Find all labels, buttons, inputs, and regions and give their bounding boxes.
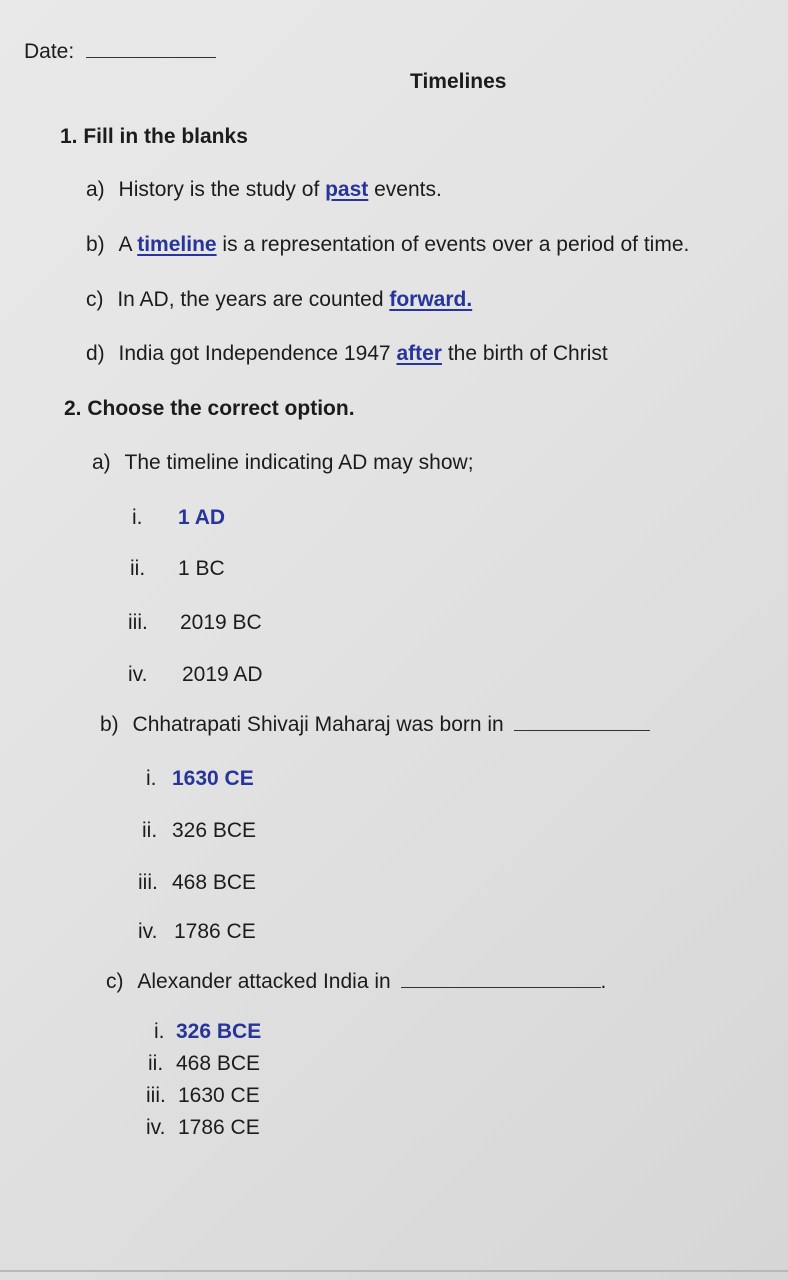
q2a-option-1 [132, 506, 225, 530]
question-text: The timeline indicating AD may show; [124, 451, 474, 474]
option-text-correct: 326 BCE [176, 1020, 262, 1043]
option-text-correct: 1 AD [178, 506, 226, 529]
q1-item-c [86, 288, 472, 312]
filled-answer: after [396, 342, 442, 365]
page-title: Timelines [410, 70, 507, 93]
item-text: India got Independence 1947 [118, 342, 397, 365]
option-text: 1786 CE [178, 1116, 260, 1139]
option-numeral: ii. [148, 1052, 164, 1075]
screen-bottom-edge [0, 1270, 788, 1272]
q1-heading: 1. Fill in the blanks [60, 125, 248, 148]
q2b-option-2 [142, 819, 256, 843]
item-label: c) [86, 288, 104, 311]
option-numeral: i. [154, 1020, 165, 1043]
option-numeral: ii. [130, 557, 146, 580]
item-text: A [118, 233, 138, 256]
option-text: 1786 CE [174, 920, 256, 943]
filled-answer: past [325, 178, 369, 201]
q2c-question [106, 970, 606, 994]
q2c-option-3 [146, 1084, 260, 1108]
q2b-option-1 [146, 767, 254, 791]
item-text: events. [368, 178, 442, 201]
item-text: History is the study of [118, 178, 326, 201]
q2c-option-4 [146, 1116, 260, 1140]
option-numeral: iv. [128, 663, 148, 686]
q2b-option-4 [138, 920, 256, 944]
q2c-option-1 [154, 1020, 261, 1044]
question-text: Alexander attacked India in [137, 970, 391, 993]
option-text: 468 BCE [176, 1052, 261, 1075]
q2b-option-3 [138, 871, 256, 895]
option-text: 2019 BC [180, 611, 262, 634]
option-text: 1 BC [178, 557, 225, 580]
q2c-option-2 [148, 1052, 260, 1076]
date-label: Date: [24, 40, 75, 63]
option-numeral: i. [146, 767, 157, 790]
option-numeral: iii. [128, 611, 148, 634]
option-text: 2019 AD [182, 663, 263, 686]
option-text-correct: 1630 CE [172, 767, 254, 790]
date-line [24, 40, 216, 64]
option-numeral: iii. [138, 871, 158, 894]
filled-answer: timeline [137, 233, 217, 256]
item-text: the birth of Christ [441, 342, 608, 365]
trailing-period: . [600, 970, 607, 993]
option-numeral: iv. [146, 1116, 166, 1139]
q2a-question [92, 451, 474, 475]
q1-item-d [86, 342, 608, 366]
option-numeral: i. [132, 506, 143, 529]
option-numeral: ii. [142, 819, 158, 842]
answer-blank [401, 986, 601, 988]
question-text: Chhatrapati Shivaji Maharaj was born in [132, 713, 504, 736]
option-text: 326 BCE [172, 819, 257, 842]
option-text: 1630 CE [178, 1084, 260, 1107]
item-label: a) [92, 451, 111, 474]
item-label: d) [86, 342, 105, 365]
answer-blank [514, 729, 650, 731]
q1-item-b [86, 233, 689, 257]
q2a-option-2 [130, 557, 225, 581]
option-numeral: iii. [146, 1084, 166, 1107]
q2a-option-4 [128, 663, 263, 687]
option-text: 468 BCE [172, 871, 257, 894]
q2-heading: 2. Choose the correct option. [64, 397, 355, 420]
date-blank [86, 56, 216, 58]
item-label: b) [100, 713, 119, 736]
filled-answer: forward. [389, 288, 473, 311]
q2a-option-3 [128, 611, 262, 635]
item-label: a) [86, 178, 105, 201]
item-text: is a representation of events over a period of time. [216, 233, 690, 256]
item-label: b) [86, 233, 105, 256]
item-label: c) [106, 970, 124, 993]
q1-item-a [86, 178, 442, 202]
q2b-question [100, 713, 650, 737]
option-numeral: iv. [138, 920, 158, 943]
item-text: In AD, the years are counted [117, 288, 390, 311]
